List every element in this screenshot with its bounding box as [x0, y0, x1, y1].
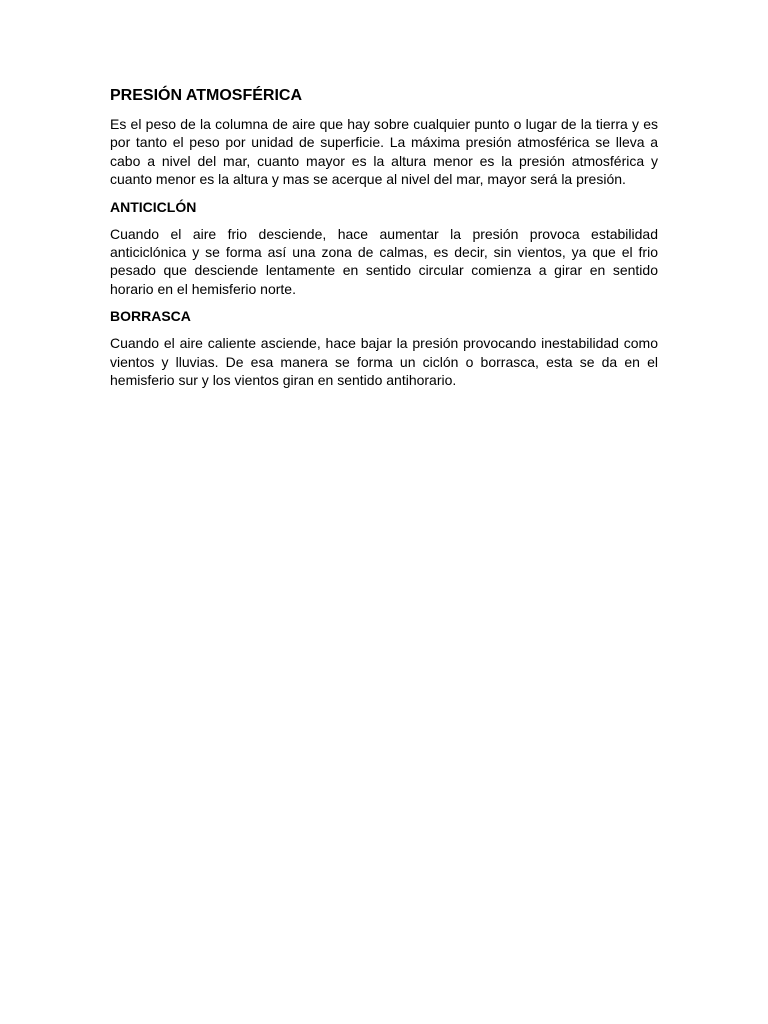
presion-paragraph: Es el peso de la columna de aire que hay sobre cualquier punto o lugar de la tierra y es por tanto el peso por unidad de superficie. La máxima presión atmosférica se lleva a cabo a nivel del mar, cuanto mayor es la altura menor es la presión atmosférica y cuanto menor es la altura y mas se acerque al nivel del mar, mayor será la presión. — [110, 116, 658, 188]
document-title: PRESIÓN ATMOSFÉRICA — [110, 87, 303, 104]
document-page — [110, 86, 658, 398]
borrasca-paragraph: Cuando el aire caliente asciende, hace bajar la presión provocando inestabilidad como vientos y lluvias. De esa manera se forma un ciclón o borrasca, esta se da en el hemisferio sur y los vientos giran en sentido antihorario. — [110, 335, 658, 389]
anticiclon-paragraph: Cuando el aire frio desciende, hace aumentar la presión provoca estabilidad anticiclónica y se forma así una zona de calmas, es decir, sin vientos, ya que el frio pesado que desciende lentamente en sentido circular comienza a girar en sentido horario en el hemisferio norte. — [110, 225, 658, 297]
borrasca-heading: BORRASCA — [110, 308, 191, 325]
anticiclon-heading: ANTICICLÓN — [110, 198, 197, 215]
